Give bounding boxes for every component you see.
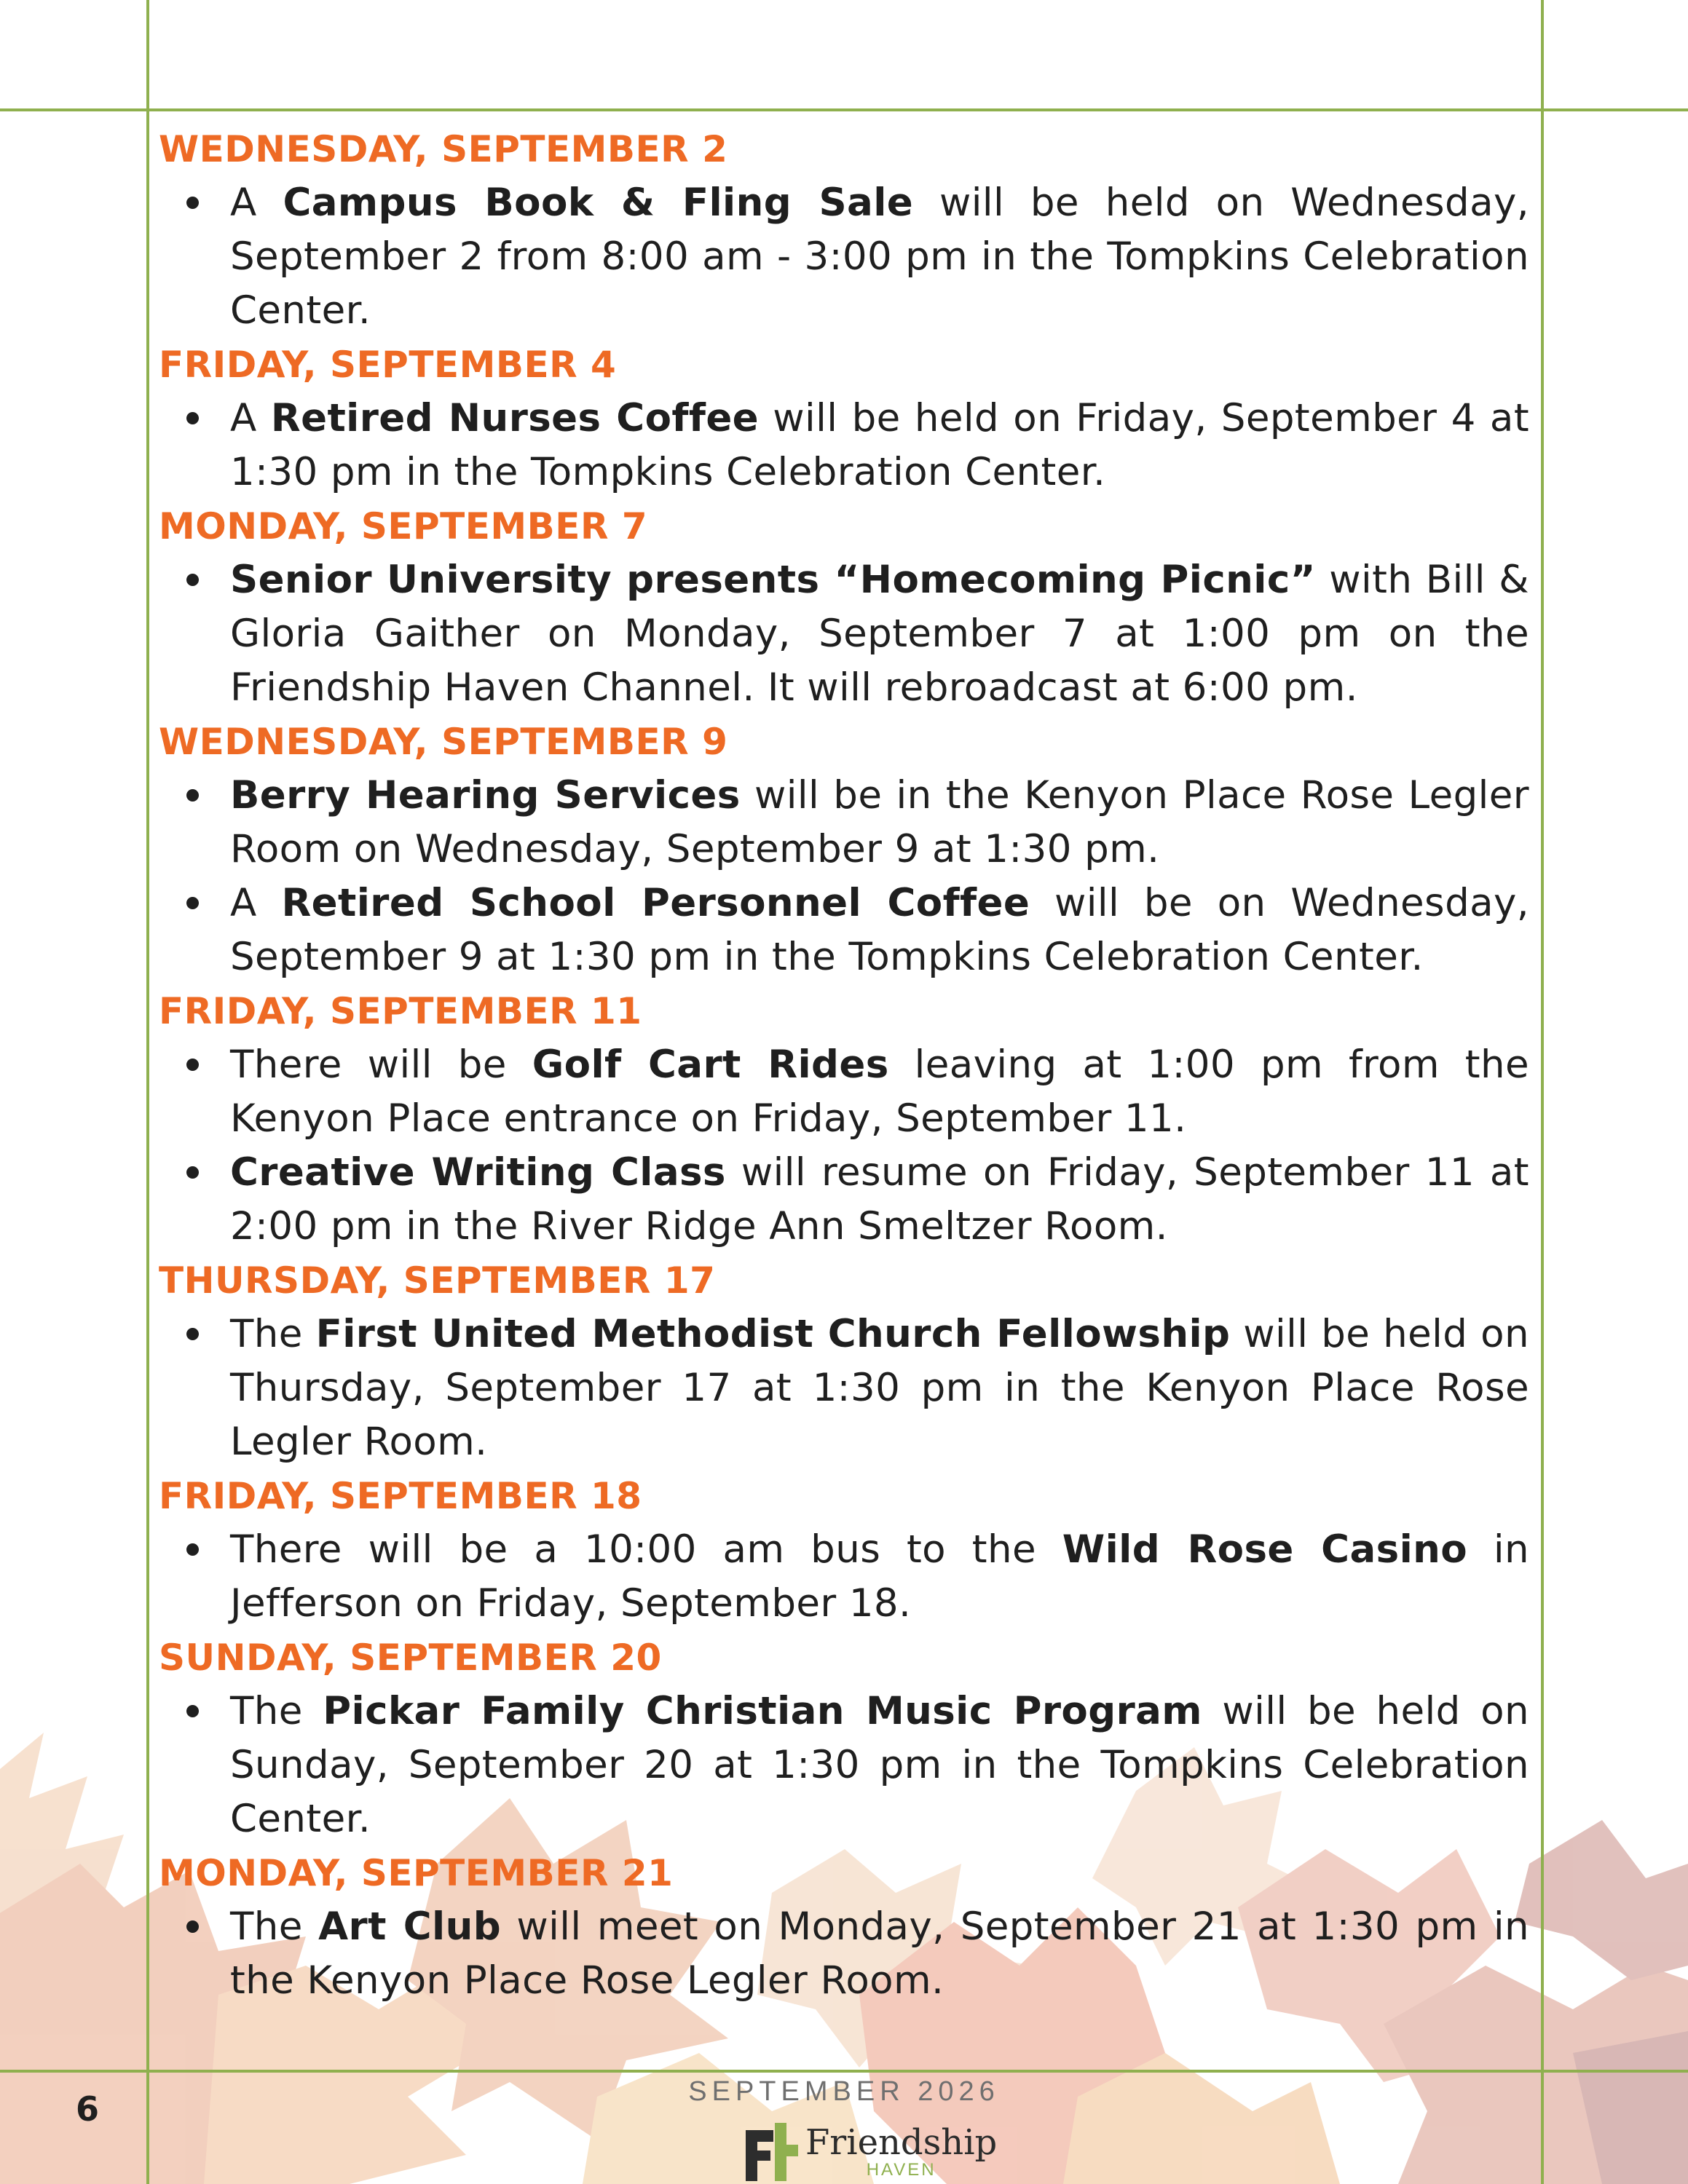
event-item: [159, 1685, 1529, 1846]
event-item: [159, 1038, 1529, 1146]
event-details: will resume on Friday, September 11 at 2:00 pm in the River Ridge Ann Smeltzer Room.: [230, 1150, 1529, 1249]
event-item: [159, 769, 1529, 877]
event-title: Retired Nurses Coffee: [270, 396, 760, 440]
day-heading: MONDAY, SEPTEMBER 7: [159, 505, 648, 547]
day-heading: WEDNESDAY, SEPTEMBER 2: [159, 128, 728, 170]
event-text-lead: The: [230, 1689, 323, 1733]
bullet-icon: [186, 897, 199, 909]
event-text-lead: A: [230, 396, 271, 440]
frame-right-line: [1541, 0, 1544, 2184]
event-title: Wild Rose Casino: [1062, 1527, 1468, 1572]
event-item: [159, 176, 1529, 338]
logo-name: Friendship: [805, 2122, 998, 2163]
event-list: [159, 392, 1529, 499]
day-heading: WEDNESDAY, SEPTEMBER 9: [159, 721, 728, 763]
footer-month: SEPTEMBER 2026: [688, 2076, 1000, 2107]
day-heading: MONDAY, SEPTEMBER 21: [159, 1852, 674, 1894]
logo-subtitle: HAVEN: [866, 2160, 936, 2180]
bullet-icon: [186, 1705, 199, 1717]
bullet-icon: [186, 1166, 199, 1179]
friendship-haven-logo-icon: [746, 2123, 798, 2181]
event-details: will be held on Sunday, September 20 at 1:30 pm in the Tompkins Celebration Center.: [230, 1689, 1529, 1841]
event-list: [159, 176, 1529, 338]
event-details: in Jefferson on Friday, September 18.: [230, 1527, 1529, 1626]
event-item: [159, 1523, 1529, 1631]
event-item: [159, 1146, 1529, 1254]
event-title: Art Club: [318, 1904, 502, 1949]
event-item: [159, 553, 1529, 715]
event-text-lead: A: [230, 181, 283, 225]
bullet-icon: [186, 789, 199, 802]
event-list: [159, 1685, 1529, 1846]
event-text-lead: There will be a 10:00 am bus to the: [230, 1527, 1062, 1572]
event-details: will be in the Kenyon Place Rose Legler Room on Wednesday, September 9 at 1:30 pm.: [230, 773, 1529, 871]
event-details: will be held on Thursday, September 17 at 1:30 pm in the Kenyon Place Rose Legler Room.: [230, 1312, 1529, 1464]
frame-left-line: [146, 0, 149, 2184]
day-heading: FRIDAY, SEPTEMBER 11: [159, 990, 642, 1032]
event-title: Senior University presents “Homecoming Picnic”: [230, 558, 1316, 602]
frame-bottom-line: [0, 2070, 1688, 2073]
event-item: [159, 392, 1529, 499]
event-list: [159, 1523, 1529, 1631]
bullet-icon: [186, 1328, 199, 1340]
bullet-icon: [186, 1543, 199, 1556]
day-heading: FRIDAY, SEPTEMBER 4: [159, 344, 617, 386]
event-item: [159, 1900, 1529, 2008]
event-list: [159, 769, 1529, 984]
event-item: [159, 877, 1529, 984]
bullet-icon: [186, 574, 199, 586]
event-details: will be held on Wednesday, September 2 from 8:00 am - 3:00 pm in the Tompkins Celebration Center.: [230, 181, 1529, 333]
event-text-lead: The: [230, 1904, 319, 1949]
frame-top-line: [0, 108, 1688, 111]
day-heading: FRIDAY, SEPTEMBER 18: [159, 1475, 642, 1517]
friendship-haven-logo: [746, 2123, 997, 2181]
event-details: will be on Wednesday, September 9 at 1:30 pm in the Tompkins Celebration Center.: [230, 881, 1530, 979]
event-text-lead: There will be: [230, 1042, 532, 1087]
event-text-lead: A: [230, 881, 282, 925]
event-details: with Bill & Gloria Gaither on Monday, September 7 at 1:00 pm on the Friendship Haven Channel. It will rebroadcast at 6:00 pm.: [230, 558, 1529, 710]
event-list: [159, 1900, 1529, 2008]
event-schedule: [159, 122, 1529, 2008]
event-text-lead: The: [230, 1312, 316, 1356]
day-heading: THURSDAY, SEPTEMBER 17: [159, 1259, 716, 1302]
event-list: [159, 1038, 1529, 1254]
event-title: Golf Cart Rides: [532, 1042, 889, 1087]
event-list: [159, 553, 1529, 715]
event-title: Retired School Personnel Coffee: [281, 881, 1030, 925]
event-title: Pickar Family Christian Music Program: [323, 1689, 1202, 1733]
event-details: will be held on Friday, September 4 at 1:30 pm in the Tompkins Celebration Center.: [230, 396, 1529, 494]
bullet-icon: [186, 197, 199, 209]
bullet-icon: [186, 1059, 199, 1071]
event-list: [159, 1307, 1529, 1469]
event-title: First United Methodist Church Fellowship: [315, 1312, 1231, 1356]
event-details: leaving at 1:00 pm from the Kenyon Place entrance on Friday, September 11.: [230, 1042, 1529, 1141]
event-title: Berry Hearing Services: [230, 773, 741, 818]
event-item: [159, 1307, 1529, 1469]
day-heading: SUNDAY, SEPTEMBER 20: [159, 1637, 662, 1679]
page-number: 6: [76, 2089, 100, 2129]
bullet-icon: [186, 412, 199, 424]
event-details: will meet on Monday, September 21 at 1:30 pm in the Kenyon Place Rose Legler Room.: [230, 1904, 1529, 2003]
event-title: Creative Writing Class: [230, 1150, 726, 1195]
event-title: Campus Book & Fling Sale: [283, 181, 914, 225]
bullet-icon: [186, 1920, 199, 1933]
